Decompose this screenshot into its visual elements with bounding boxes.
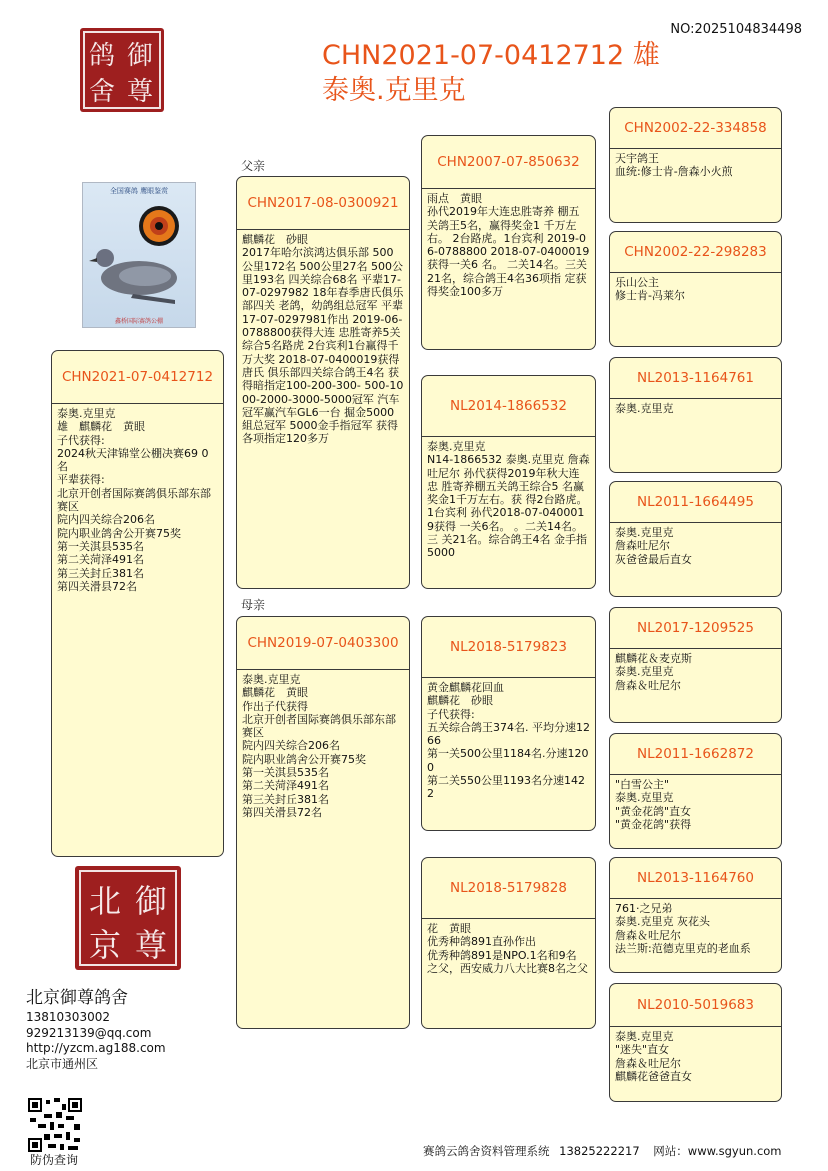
- ggp-ring-7: NL2013-1164760: [610, 858, 781, 899]
- sire-sire-ring: CHN2007-07-850632: [422, 136, 595, 189]
- loft-email[interactable]: 929213139@qq.com: [26, 1025, 152, 1040]
- loft-address: 北京市通州区: [26, 1056, 99, 1071]
- subject-card: [51, 350, 224, 857]
- qr-code[interactable]: [26, 1096, 84, 1154]
- sire-sire-text: 雨点 黄眼 孙代2019年大连忠胜寄养 棚五关鸽王5名，赢得奖金1 千万左右。 2台路虎。1台宾利 2019-06-0788800 2018-07-0400019获得一关6 名。 二关14名。三关21名，综合鸽王4名36项指 定获得奖金100多万: [427, 192, 590, 299]
- ggp-card-8: [609, 983, 782, 1102]
- sire-card: [236, 176, 410, 589]
- ggp-ring-5: NL2017-1209525: [610, 608, 781, 649]
- seal-top-char-2: 御: [126, 41, 154, 71]
- ggp-text-2: 乐山公主 修士肯-冯莱尔: [615, 276, 685, 303]
- seal-stamp-top: [80, 28, 164, 112]
- loft-phone: 13810303002: [26, 1010, 110, 1024]
- ggp-card-1: [609, 107, 782, 223]
- footer-system: 赛鸽云鸽舍资料管理系统: [423, 1144, 550, 1158]
- sire-sire-card: [421, 135, 596, 350]
- seal-top-char-3: 舍: [88, 77, 116, 107]
- ggp-ring-6: NL2011-1662872: [610, 734, 781, 775]
- subject-text: 泰奥.克里克 雄 麒麟花 黄眼 子代获得: 2024秋天津锦堂公棚决赛69 0名 平辈获得: 北京开创者国际赛鸽俱乐部东部赛区 院内四关综合206名 院内职业鸽舍公开赛75奖 第一关淇县535名 第二关菏泽491名 第三关封丘381名 第四关滑县72名: [57, 407, 211, 593]
- header-name: 泰奥.克里克: [322, 75, 466, 106]
- dam-dam-ring: NL2018-5179828: [422, 858, 595, 919]
- sire-text: 麒麟花 砂眼 2017年哈尔滨鸿达俱乐部 500公里172名 500公里27名 500公里193名 四关综合68名 平辈17-07-0297982 18年春季唐氏俱乐部四关 老鸽，幼鸽组总冠军 平辈17-07-0297981作出 2019-06-0788800获得大连 忠胜寄养5关综合5名路虎 2台宾利1台赢得千万大奖 2018-07-0400019获得唐氏 俱乐部四关综合鸽王4名 获得暗指定100-200-300- 500-1000-2000-3000-5000冠军 汽车冠军赢汽车GL6一台 掘金5000組总冠军 5000金手指冠军 获得各项指定120多万: [242, 233, 404, 446]
- dam-dam-card: [421, 857, 596, 1029]
- ggp-ring-4: NL2011-1664495: [610, 482, 781, 523]
- pigeon-photo: [82, 182, 196, 328]
- dam-sire-card: [421, 616, 596, 831]
- photo-caption: 鑫桥国际赛鸽公棚: [114, 318, 163, 325]
- ggp-card-4: [609, 481, 782, 597]
- header-ring: CHN2021-07-0412712 雄: [322, 40, 660, 71]
- seal-stamp-bottom: [75, 866, 181, 970]
- dam-text: 泰奥.克里克 麒麟花 黄眼 作出子代获得 北京开创者国际赛鸽俱乐部东部赛区 院内四关综合206名 院内职业鸽舍公开赛75奖 第一关淇县535名 第二关菏泽491名 第三关封丘381名 第四关滑县72名: [242, 673, 396, 819]
- footer: [423, 1143, 782, 1159]
- dam-sire-text: 黄金麒麟花回血 麒麟花 砂眼 子代获得: 五关综合鸽王374名. 平均分速1266 第一关500公里1184名.分速1200 第二关550公里1193名分速1422: [427, 681, 590, 801]
- ggp-text-3: 泰奥.克里克: [615, 402, 674, 415]
- seal-bottom-char-1: 北: [88, 882, 122, 920]
- ggp-card-2: [609, 231, 782, 347]
- certificate-number: NO:2025104834498: [670, 22, 802, 37]
- dam-sire-ring: NL2018-5179823: [422, 617, 595, 678]
- seal-top-char-1: 鸽: [88, 41, 116, 71]
- subject-ring: CHN2021-07-0412712: [52, 351, 223, 404]
- photo-banner: 全国赛鸽 鹰眼鉴赏: [109, 187, 169, 195]
- ggp-card-7: [609, 857, 782, 973]
- ggp-ring-3: NL2013-1164761: [610, 358, 781, 399]
- ggp-text-7: 761·之兄弟 泰奥.克里克 灰花头 詹森＆吐尼尔 法兰斯:范德克里克的老血系: [615, 902, 751, 955]
- sire-label: 父亲: [241, 159, 266, 173]
- ggp-text-6: "白雪公主" 泰奥.克里克 "黄金花鸽"直女 "黄金花鸽"获得: [615, 778, 692, 831]
- qr-label: 防伪查询: [30, 1153, 79, 1167]
- ggp-ring-1: CHN2002-22-334858: [610, 108, 781, 149]
- sire-ring: CHN2017-08-0300921: [237, 177, 409, 230]
- sire-dam-ring: NL2014-1866532: [422, 376, 595, 437]
- dam-card: [236, 616, 410, 1029]
- sire-dam-card: [421, 375, 596, 589]
- dam-dam-text: 花 黄眼 优秀种鸽891直孙作出 优秀种鸽891是NPO.1名和9名 之父，西安威力八大比赛8名之父: [427, 922, 588, 975]
- seal-bottom-char-2: 御: [134, 882, 168, 920]
- ggp-text-4: 泰奥.克里克 詹森吐尼尔 灰爸爸最后直女: [615, 526, 692, 566]
- loft-name: 北京御尊鸽舍: [26, 988, 128, 1008]
- sire-dam-text: 泰奥.克里克 N14-1866532 泰奥.克里克 詹森吐尼尔 孙代获得2019年秋大连忠 胜寄养棚五关鸽王综合5 名赢奖金1千万左右。获 得2台路虎。 1台宾利 孙代2018-07-0400019获得 一关6名。 。二关14名。三 关21名。综合鸽王4名 金手指5000: [427, 440, 590, 560]
- seal-bottom-char-4: 尊: [134, 926, 168, 964]
- footer-site[interactable]: 网站：www.sgyun.com: [653, 1144, 782, 1158]
- ggp-text-5: 麒麟花＆麦克斯 泰奥.克里克 詹森＆吐尼尔: [615, 652, 692, 692]
- loft-website[interactable]: http://yzcm.ag188.com: [26, 1041, 166, 1055]
- ggp-ring-2: CHN2002-22-298283: [610, 232, 781, 273]
- seal-bottom-char-3: 京: [88, 926, 122, 964]
- dam-label: 母亲: [241, 598, 266, 612]
- pigeon-photo-illustration: [83, 196, 195, 322]
- ggp-text-1: 天宇鸽王 血统:修士肯-詹森小火煎: [615, 152, 733, 179]
- ggp-card-6: [609, 733, 782, 849]
- ggp-text-8: 泰奥.克里克 "迷失"直女 詹森＆吐尼尔 麒麟花爸爸直女: [615, 1030, 692, 1083]
- footer-phone: 13825222217: [559, 1144, 640, 1158]
- seal-top-char-4: 尊: [126, 77, 154, 107]
- dam-ring: CHN2019-07-0403300: [237, 617, 409, 670]
- ggp-card-3: [609, 357, 782, 473]
- loft-contact: [26, 1010, 166, 1072]
- ggp-ring-8: NL2010-5019683: [610, 984, 781, 1027]
- ggp-card-5: [609, 607, 782, 723]
